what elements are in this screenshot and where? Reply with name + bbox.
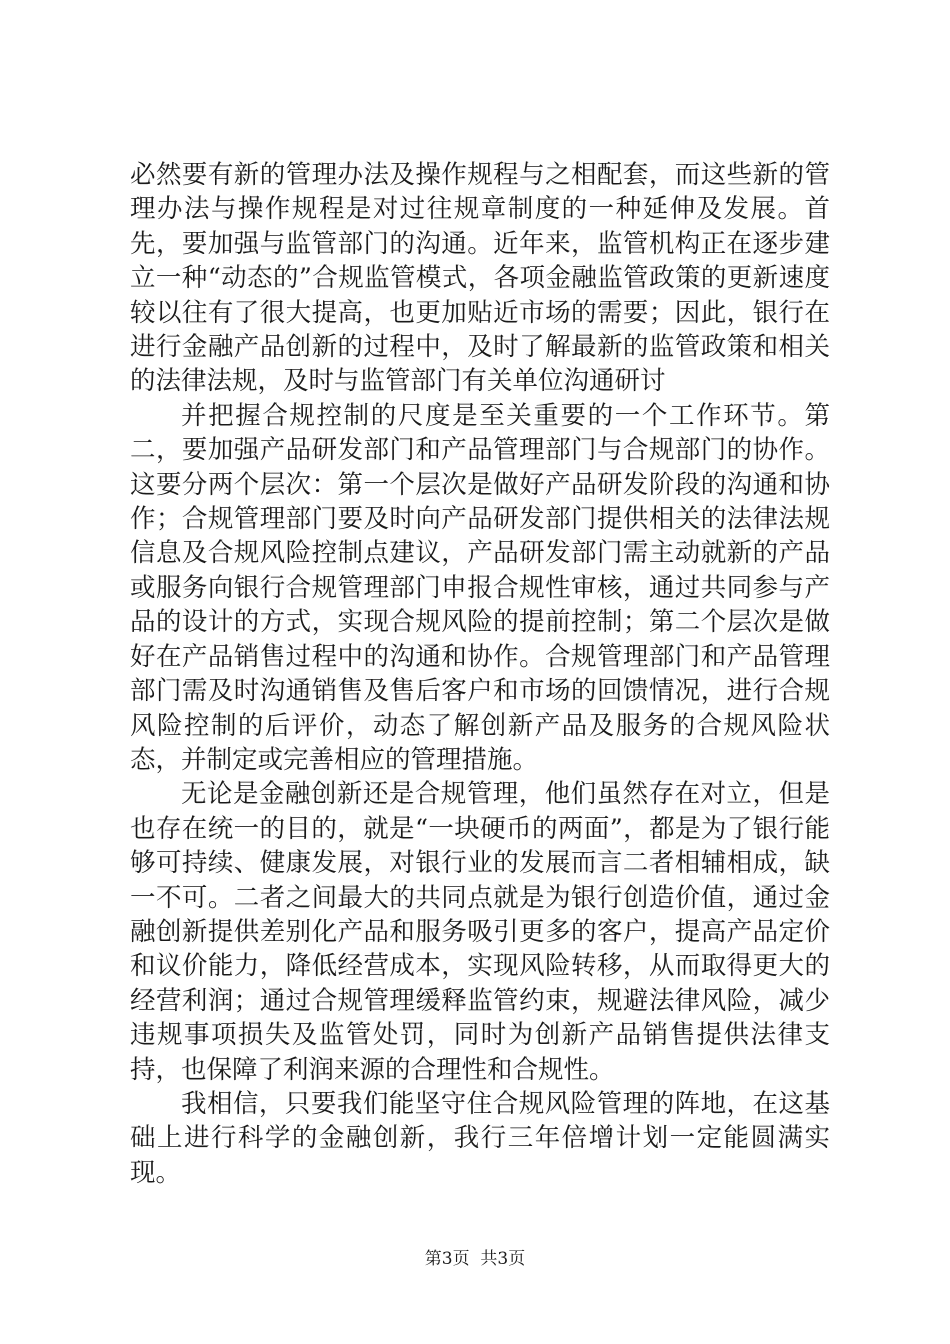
paragraph-1: 必然要有新的管理办法及操作规程与之相配套，而这些新的管理办法与操作规程是对过往规章制度的一种延伸及发展。首先，要加强与监管部门的沟通。近年来，监管机构正在逐步建立一种“动态的”合规监管模式，各项金融监管政策的更新速度较以往有了很大提高，也更加贴近市场的需要；因此，银行在进行金融产品创新的过程中，及时了解最新的监管政策和相关的法律法规，及时与监管部门有关单位沟通研讨 bbox=[130, 160, 830, 397]
document-body bbox=[130, 158, 830, 1190]
paragraph-3: 无论是金融创新还是合规管理，他们虽然存在对立，但是也存在统一的目的，就是“一块硬币的两面”，都是为了银行能够可持续、健康发展，对银行业的发展而言二者相辅相成，缺一不可。二者之间最大的共同点就是为银行创造价值，通过金融创新提供差别化产品和服务吸引更多的客户，提高产品定价和议价能力，降低经营成本，实现风险转移，从而取得更大的经营利润；通过合规管理缓释监管约束，规避法律风险，减少违规事项损失及监管处罚，同时为创新产品销售提供法律支持，也保障了利润来源的合理性和合规性。 bbox=[130, 779, 830, 1085]
paragraph-2: 并把握合规控制的尺度是至关重要的一个工作环节。第二，要加强产品研发部门和产品管理部门与合规部门的协作。这要分两个层次：第一个层次是做好产品研发阶段的沟通和协作；合规管理部门要及时向产品研发部门提供相关的法律法规信息及合规风险控制点建议，产品研发部门需主动就新的产品或服务向银行合规管理部门申报合规性审核，通过共同参与产品的设计的方式，实现合规风险的提前控制；第二个层次是做好在产品销售过程中的沟通和协作。合规管理部门和产品管理部门需及时沟通销售及售后客户和市场的回馈情况，进行合规风险控制的后评价，动态了解创新产品及服务的合规风险状态，并制定或完善相应的管理措施。 bbox=[130, 400, 830, 775]
paragraph-4: 我相信，只要我们能坚守住合规风险管理的阵地，在这基础上进行科学的金融创新，我行三年倍增计划一定能圆满实现。 bbox=[130, 1088, 830, 1188]
page-footer bbox=[0, 1244, 950, 1269]
page-number: 第3页 共3页 bbox=[424, 1249, 526, 1269]
